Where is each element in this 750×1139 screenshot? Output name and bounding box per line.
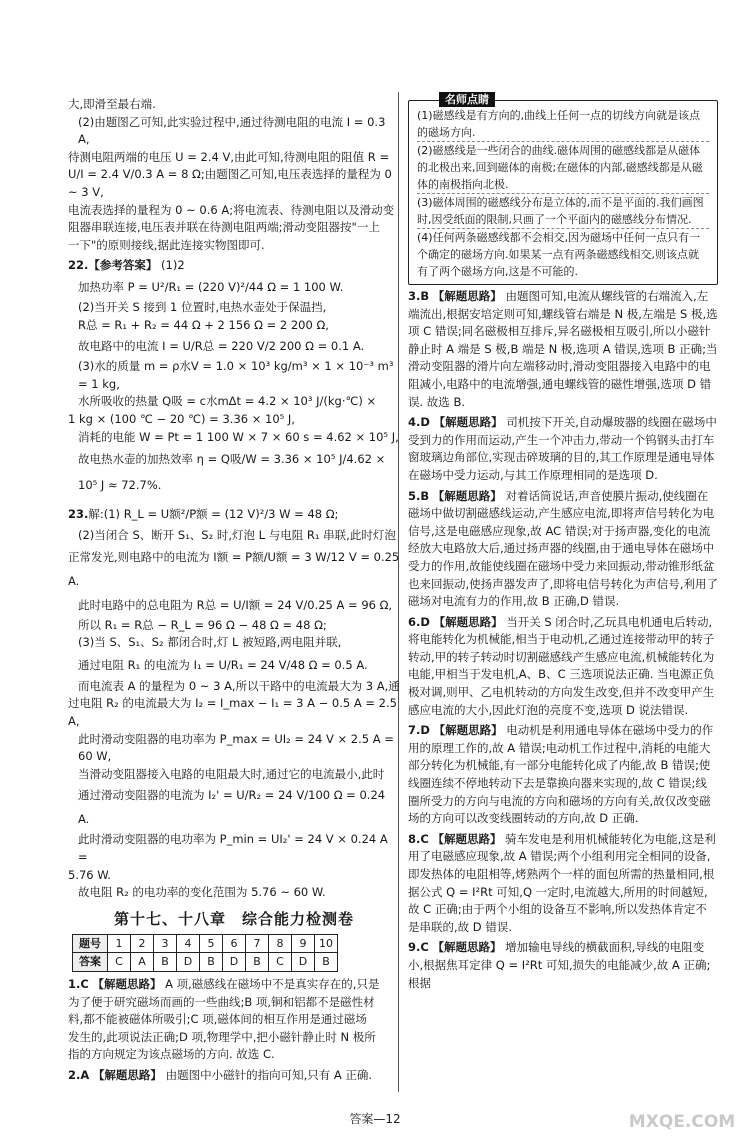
watermark-text: MXQE.COM [628,1112,736,1132]
question-number: 1.C [68,977,89,991]
answer-tag: 【解题思路】 [433,614,503,629]
table-cell: 1 [108,934,131,953]
table-cell: 6 [223,934,246,953]
table-cell: 10 [315,934,338,953]
question-7 [408,722,718,828]
table-cell: B [315,953,338,972]
answer-text: 司机按下开关,自动爆玻器的线圈在磁场中受到力的作用而运动,产生一个冲击力,带动一个钨钢头击打车窗玻璃边角部位,实现击碎玻璃的目的,其工作原理是通电导体在磁场中受力运动,与其工作原理相同的是选项 D. [408,415,717,482]
right-answers [400,288,718,992]
answer-text: 增加输电导线的横截面积,导线的电阻变小,根据焦耳定律 Q = I²Rt 可知,损失的电能减少,故 A 正确;根据 [408,940,711,990]
text-line: 料,都不能被磁体所吸引;C 项,磁体间的相互作用是通过磁场 [68,1012,367,1027]
formula-line: 故电热水壶的加热效率 η = Q吸/W = 3.36 × 10⁵ J/4.62 × 10⁵ J ≈ 72.7%. [78,452,386,493]
watermark-logo [622,1089,742,1135]
text-line: 由题图中小磁针的指向可知,只有 A 正确. [165,1067,373,1082]
text-line: (2)当闭合 S、断开 S₁、S₂ 时,灯泡 L 与电阻 R₁ 串联,此时灯泡 [78,528,396,543]
tip-paragraph: (2)磁感线是一些闭合的曲线.磁体周围的磁感线都是从磁体的北极出来,回到磁体的南极;在磁体的内部,磁感线都是从磁体的南极指向北极. [417,142,709,194]
question-number: 22. [68,258,89,273]
table-cell: 题号 [73,934,108,953]
page-footer: 答案—12 [349,1112,401,1126]
text-line: 指的方向规定为该点磁场的方向. 故选 C. [68,1047,275,1062]
table-cell: D [223,953,246,972]
table-cell: 7 [246,934,269,953]
table-row [73,934,338,953]
table-cell: C [108,953,131,972]
chapter-title: 第十七、十八章 综合能力检测卷 [113,909,354,928]
text-line: 发生的,此项说法正确;D 项,物理学中,把小磁针静止时 N 极所 [68,1029,376,1044]
text-line: (1)2 [161,258,185,273]
formula-line: 所以 R₁ = R总 − R_L = 96 Ω − 48 Ω = 48 Ω; [78,617,327,632]
answer-tag: 【解题思路】 [92,1067,162,1082]
question-3 [408,288,718,411]
table-cell: B [200,953,223,972]
table-cell: 4 [177,934,200,953]
answer-tag: 【解题思路】 [432,289,502,303]
tip-paragraph: (1)磁感线是有方向的,曲线上任何一点的切线方向就是该点的磁场方向. [417,107,709,142]
table-cell: B [246,953,269,972]
table-cell: 2 [131,934,154,953]
answer-text: 对着话筒说话,声音使膜片振动,使线圈在磁场中做切割磁感线运动,产生感应电流,即将声信号转化为电信号,这是电磁感应现象,故 AC 错误;对于扬声器,变化的电流经放大电路放大后,通过扬声器的线圈,由于通电导体在磁场中受力的作用,故能使线圈在磁场中受力来回振动,带动锥形纸盆也来回振动,使扬声器发声了,即将电信号转化为声信号,利用了磁场对电流有力的作用,故 B 正确,D 错误. [408,488,718,609]
formula-line: 消耗的电能 W = Pt = 1 100 W × 7 × 60 s = 4.62 × 10⁵ J, [78,429,399,444]
table-cell: 8 [269,934,292,953]
question-number: 8.C [408,831,429,846]
text-line: 而电流表 A 的量程为 0 ~ 3 A,所以干路中的电流最大为 3 A,通 [78,678,400,693]
text-line: (3)当 S、S₁、S₂ 都闭合时,灯 L 被短路,两电阻并联, [78,635,342,650]
text-line: 当滑动变阻器接入电路的电阻最大时,通过它的电流最小,此时 [78,766,385,781]
question-4 [408,414,718,484]
answer-tag: 【解题思路】 [92,977,162,991]
question-1 [68,976,400,1064]
formula-line: 此时滑动变阻器的电功率为 P_max = UI₂ = 24 V × 2.5 A = 60 W, [78,731,394,764]
table-cell: D [177,953,200,972]
formula-line: 过电阻 R₂ 的电流最大为 I₂ = I_max − I₁ = 3 A − 0.5 A = 2.5 A, [68,696,397,729]
question-number: 2.A [68,1067,90,1082]
table-cell: D [292,953,315,972]
answer-table [72,934,338,972]
teacher-tip-heading: 名师点睛 [439,92,495,107]
text-line: (2)当开关 S 接到 1 位置时,电热水壶处于保温挡, [78,299,327,314]
formula-line: 此时滑动变阻器的电功率为 P_min = UI₂' = 24 V × 0.24 A = [78,832,388,865]
text-line: 大,即滑至最右端. [68,97,156,111]
answer-tag: 【解题思路】 [432,831,502,846]
question-number: 4.D [408,415,430,430]
table-cell: B [154,953,177,972]
question-number: 5.B [408,488,430,503]
formula-line: 加热功率 P = U²/R₁ = (220 V)²/44 Ω = 1 100 W. [78,279,344,294]
question-9 [408,939,718,992]
answer-text: 由题图可知,电流从螺线管的右端流入,左端流出,根据安培定则可知,螺线管右端是 N 极,左端是 S 极,选项 C 错误;同名磁极相互排斥,异名磁极相互吸引,所以小磁针静止时 A 端是 S 极,B 端是 N 极,选项 A 错误,选项 B 正确;当滑动变阻器的滑片向左端移动时,滑动变阻器接入电路中的电阻减小,电路中的电流增强,通电螺线管的磁性增强,选项 D 错误. 故选 B. [408,289,718,409]
tip-paragraph: (3)磁体周围的磁感线分布是立体的,而不是平面的.我们画图时,因受纸面的限制,只画了一个平面内的磁感线分布情况. [417,194,709,229]
answer-tag: 【解题思路】 [432,488,502,503]
answer-tag: 【解题思路】 [433,415,503,430]
answer-tag: 【解题思路】 [433,723,503,738]
question-number: 23. [68,507,89,522]
text-line: (2)由题图乙可知,此实验过程中,通过待测电阻的电流 I = 0.3 A, [78,114,386,147]
answer-text: 电动机是利用通电导体在磁场中受力的作用的原理工作的,故 A 错误;电动机工作过程中,消耗的电能大部分转化为机械能,有一部分电能转化成了内能,故 B 错误;使线圈连续不停地转动下去是靠换向器来实现的,故 C 错误;线圈所受力的方向与电流的方向和磁场的方向有关,故仅改变磁场的方向可以改变线圈转动的方向,故 D 正确. [408,723,714,826]
answer-text: 骑车发电是利用机械能转化为电能,这是利用了电磁感应现象,故 A 错误;两个小组利用完全相同的设备,即发热体的电阻相等,烤熟两个一样的面包所需的热量相同,根据公式 Q = I²Rt 可知,Q 一定时,电流越大,所用的时间越短,故 C 正确;由于两个小组的设备互不影响,所以发热体肯定不是串联的,故 D 错误. [408,831,716,934]
formula-line: R总 = R₁ + R₂ = 44 Ω + 2 156 Ω = 2 200 Ω, [78,317,329,332]
answer-tag: 【参考答案】 [88,258,158,273]
formula-line: 5.76 W. [68,867,111,882]
question-number: 6.D [408,614,430,629]
left-column [68,96,400,1085]
answer-tag: 【解题思路】 [432,940,502,955]
text-line: A 项,磁感线在磁场中不是真实存在的,只是 [165,977,380,991]
table-cell: 3 [154,934,177,953]
text-line: 一下"的原则接线,据此连接实物图即可. [68,237,265,252]
text-line: 故电阻 R₂ 的电功率的变化范围为 5.76 ~ 60 W. [78,885,326,900]
formula-line: 1 kg × (100 ℃ − 20 ℃) = 3.36 × 10⁵ J, [68,411,295,426]
table-row [73,953,338,972]
answer-text: 当开关 S 闭合时,乙玩具电机通电后转动,将电能转化为机械能,相当于电动机,乙通过连接带动甲的转子转动,甲的转子转动时切割磁感线产生感应电流,机械能转化为电能,甲相当于发电机,A、B、C 三选项说法正确. 当电源正负极对调,则甲、乙电机转动的方向发生改变,但并不改变甲产生感应电流的大小,因此灯泡的亮度不变,选项 D 说法错误. [408,614,715,717]
table-cell: A [131,953,154,972]
question-6 [408,614,718,720]
formula-line: 解:(1) R_L = U额²/P额 = (12 V)²/3 W = 48 Ω; [88,507,339,522]
text-line: 电流表选择的量程为 0 ~ 0.6 A;将电流表、待测电阻以及滑动变 [68,202,395,217]
right-column [400,92,718,992]
question-5 [408,488,718,611]
formula-line: 故电路中的电流 I = U/R总 = 220 V/2 200 Ω = 0.1 A. [78,339,365,354]
question-number: 7.D [408,723,430,738]
formula-line: 通过滑动变阻器的电流为 I₂' = U/R₂ = 24 V/100 Ω = 0.24 A. [78,788,386,827]
table-cell: 9 [292,934,315,953]
text-line: U/I = 2.4 V/0.3 A = 8 Ω;由题图乙可知,电压表选择的量程为 0 ~ 3 V, [68,167,392,199]
formula-line: 此时电路中的总电阻为 R总 = U/I额 = 24 V/0.25 A = 96 Ω, [78,597,393,612]
table-cell: 5 [200,934,223,953]
question-23 [68,501,400,902]
formula-line: 通过电阻 R₁ 的电流为 I₁ = U/R₁ = 24 V/48 Ω = 0.5 A. [78,657,368,672]
question-8 [408,831,718,937]
formula-line: (3)水的质量 m = ρ水V = 1.0 × 10³ kg/m³ × 1 × 10⁻³ m³ = 1 kg, [78,359,394,391]
tip-paragraph: (4)任何两条磁感线都不会相交,因为磁场中任何一点只有一个确定的磁场方向.如果某一点有两条磁感线相交,则该点就有了两个磁场方向,这是不可能的. [417,231,701,278]
teacher-tip-box [408,93,718,285]
question-22 [68,257,400,498]
formula-line: 水所吸收的热量 Q吸 = c水mΔt = 4.2 × 10³ J/(kg·℃) × [78,394,377,409]
table-cell: 答案 [73,953,108,972]
text-line: 为了便于研究磁场而画的一些曲线;B 项,铜和铝都不是磁性材 [68,994,375,1009]
question-2 [68,1067,400,1085]
formula-line: 正常发光,则电路中的电流为 I额 = P额/U额 = 3 W/12 V = 0.25 A. [68,549,400,588]
question-number: 3.B [408,289,430,303]
question-number: 9.C [408,940,429,955]
text-line: 待测电阻两端的电压 U = 2.4 V,由此可知,待测电阻的阻值 R = [68,149,390,164]
table-cell: C [269,953,292,972]
text-line: 阻器串联连接,电压表并联在待测电阻两端;滑动变阻器按"一上 [68,220,380,235]
